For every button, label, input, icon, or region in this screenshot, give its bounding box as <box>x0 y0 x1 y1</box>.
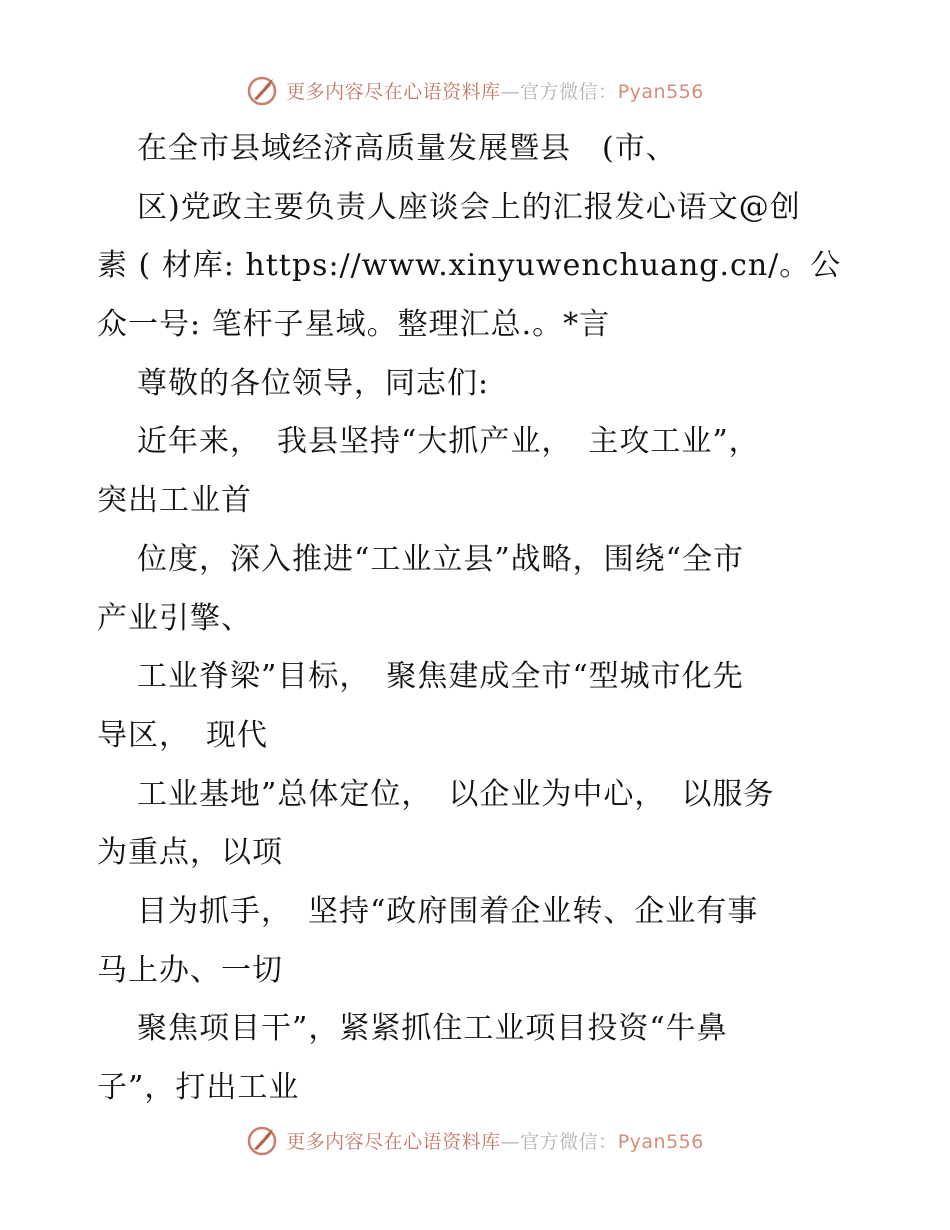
body-line: 马上办、一切 <box>97 952 283 988</box>
body-line: 尊敬的各位领导，同志们: <box>137 365 490 401</box>
body-line: 工业脊梁”目标， 聚焦建成全市“型城市化先 <box>137 659 744 695</box>
banner-prefix: 更多内容尽在心语资料库 <box>286 1130 501 1153</box>
header-watermark-banner <box>0 70 950 110</box>
banner-prefix: 更多内容尽在心语资料库 <box>286 80 501 103</box>
pen-logo-icon <box>246 73 280 107</box>
body-line: 众一号: 笔杆子星域。整理汇总.。*言 <box>97 307 611 343</box>
body-line: 聚焦项目干”，紧紧抓住工业项目投资“牛鼻 <box>137 1011 728 1047</box>
banner-text <box>286 1127 704 1154</box>
body-line: 位度，深入推进“工业立县”战略，围绕“全市 <box>137 541 745 577</box>
banner-wechat-id: Pyan556 <box>617 1130 704 1153</box>
banner-wechat-label: 官方微信： <box>520 1130 618 1153</box>
document-body <box>97 120 857 1118</box>
body-line: 区)党政主要负责人座谈会上的汇报发心语文@创 <box>137 189 801 225</box>
body-line: 在全市县域经济高质量发展暨县 (市、 <box>137 131 677 166</box>
banner-wechat-id: Pyan556 <box>617 80 704 103</box>
body-line: 目为抓手， 坚持“政府围着企业转、企业有事 <box>137 893 759 929</box>
body-line: 工业基地”总体定位， 以企业为中心， 以服务 <box>137 776 775 812</box>
body-line: 为重点，以项 <box>97 835 283 871</box>
banner-text <box>286 77 704 104</box>
banner-wechat-label: 官方微信： <box>520 80 618 103</box>
pen-logo-icon <box>246 1123 280 1157</box>
body-line: 近年来， 我县坚持“大抓产业， 主攻工业”， <box>137 424 760 460</box>
body-line: 素 ( 材库: https://www.xinyuwenchuang.cn/。公 <box>97 248 842 284</box>
banner-dash: — <box>500 80 521 103</box>
body-line: 产业引擎、 <box>97 600 252 636</box>
body-line: 子”，打出工业 <box>97 1070 300 1105</box>
body-line: 突出工业首 <box>97 483 252 519</box>
footer-watermark-banner <box>0 1120 950 1160</box>
body-line: 导区， 现代 <box>97 717 268 753</box>
banner-dash: — <box>500 1130 521 1153</box>
